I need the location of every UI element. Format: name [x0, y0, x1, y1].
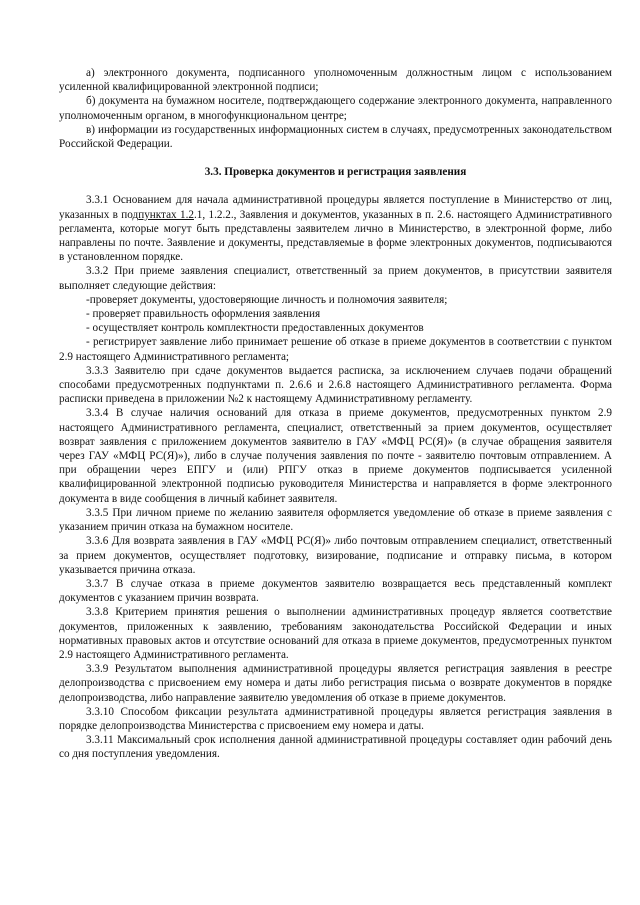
list-item-a: а) электронного документа, подписанного уполномоченным должностным лицом с использованием усиленной квалифицированной электронной подписи;	[59, 67, 612, 94]
bullet-item: - осуществляет контроль комплектности предоставленных документов	[86, 322, 424, 335]
list-item-c: в) информации из государственных информационных систем в случаях, предусмотренных законодательством Российской Федерации.	[59, 123, 612, 151]
paragraph-3-3-6: 3.3.6 Для возврата заявления в ГАУ «МФЦ РС(Я)» либо почтовым отправлением специалист, ответственный за прием документов, осуществляет подготовку, визирование, подписание и отправку письма, в котором указывается причина отказа.	[59, 535, 612, 576]
paragraph-text: 3.3.1 Основанием для начала административной процедуры является поступление в Министерство от лиц, указанных в под	[59, 194, 612, 221]
bullet-item: - проверяет правильность оформления заявления	[86, 308, 321, 321]
paragraph-3-3-1	[59, 193, 612, 264]
paragraph-3-3-3: 3.3.3 Заявителю при сдаче документов выдается расписка, за исключением случаев подачи обращений способами предусмотренных подпунктами п. 2.6.6 и 2.6.8 настоящего Административного регламента. Форма расписки приведена в приложении №2 к настоящему Административному регламенту.	[59, 364, 612, 406]
paragraph-3-3-9: 3.3.9 Результатом выполнения административной процедуры является регистрация заявления в реестре делопроизводства с присвоением ему номера и даты либо регистрация письма о возврате документов в порядке делопроизводства, либо направление заявителю уведомления об отказе в приеме документов.	[59, 663, 612, 704]
document-page	[59, 66, 612, 762]
bullet-item: -проверяет документы, удостоверяющие личность и полномочия заявителя;	[86, 293, 448, 306]
section-title: 3.3. Проверка документов и регистрация заявления	[204, 166, 467, 179]
paragraph-3-3-8: 3.3.8 Критерием принятия решения о выполнении административных процедур является соответствие документов, приложенных к заявлению, требованиям законодательства Российской Федерации и иных нормативных правовых актов и отсутствие оснований для отказа в приеме документов, предусмотренных пунктом 2.9 настоящего Административного регламента.	[59, 606, 612, 661]
bullet-item: - регистрирует заявление либо принимает решение об отказе в приеме документов в соответствии с пунктом 2.9 настоящего Административного регламента;	[59, 336, 612, 363]
paragraph-3-3-7: 3.3.7 В случае отказа в приеме документов заявителю возвращается весь представленный комплект документов с указанием причин возврата.	[59, 577, 612, 605]
paragraph-3-3-5: 3.3.5 При личном приеме по желанию заявителя оформляется уведомление об отказе в приеме заявления с указанием причин отказа на бумажном носителе.	[59, 506, 612, 534]
paragraph-3-3-2: 3.3.2 При приеме заявления специалист, ответственный за прием документов, в присутствии заявителя выполняет следующие действия:	[59, 265, 612, 292]
paragraph-text: .1, 1.2.2., Заявления и документов, указанных в п. 2.6. настоящего Административного регламента, которые могут быть представлены заявителем лично в Министерство, в электронной форме, либо направлены по почте. Заявление и документы, представляемые в форме электронных документов, подписываются в установленном порядке.	[59, 208, 612, 264]
paragraph-3-3-10: 3.3.10 Способом фиксации результата административной процедуры является регистрация заявления в порядке делопроизводства Министерства с присвоением ему номера и даты.	[59, 705, 612, 732]
paragraph-3-3-11: 3.3.11 Максимальный срок исполнения данной административной процедуры составляет один рабочий день со дня поступления уведомления.	[59, 734, 612, 761]
list-item-b: б) документа на бумажном носителе, подтверждающего содержание электронного документа, направленного уполномоченным органом, в многофункциональном центре;	[59, 95, 612, 122]
paragraph-3-3-4: 3.3.4 В случае наличия оснований для отказа в приеме документов, предусмотренных пунктом 2.9 настоящего Административного регламента, специалист, ответственный за прием документов, осуществляет возврат заявления с приложением документов заявителю в ГАУ «МФЦ РС(Я)» (в случае обращения заявителя через ГАУ «МФЦ РС(Я)»), либо в случае получения заявления по почте - заявителю почтовым отправлением. А при обращении через ЕПГУ и (или) РПГУ отказ в приеме документов подписывается усиленной квалифицированной электронной подписью руководителя Министерства и направляется в форме электронного документа в виде сообщения в личный кабинет заявителя.	[59, 407, 612, 505]
reference-link[interactable]: пунктах 1.2	[138, 208, 194, 221]
